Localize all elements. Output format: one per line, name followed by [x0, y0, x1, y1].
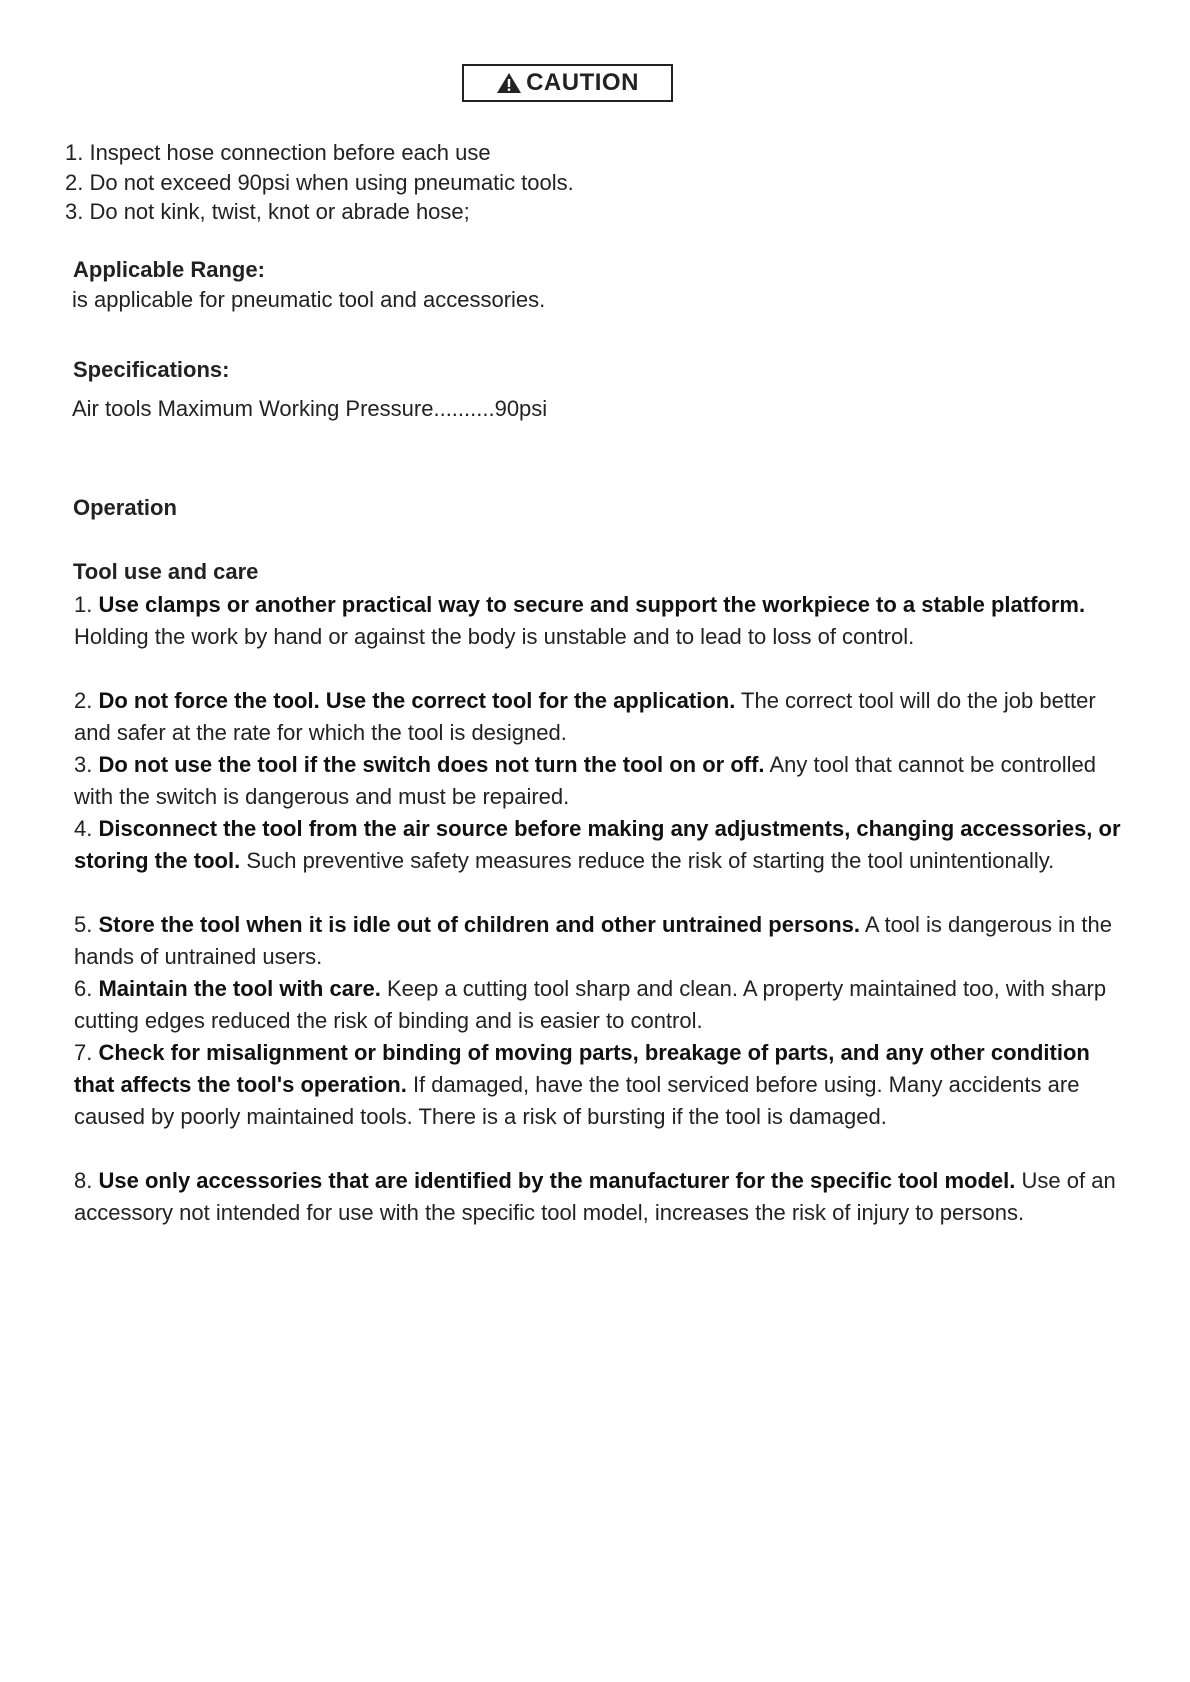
item-bold: Check for misalignment or binding of moving parts, breakage of parts, and any other condition that affects the tool's operation.: [74, 1040, 1090, 1097]
item-text: Any tool that cannot be controlled with the switch is dangerous and must be repaired.: [74, 752, 1096, 809]
item-bold: Use only accessories that are identified by the manufacturer for the specific tool model.: [98, 1168, 1016, 1193]
applicable-range-text: is applicable for pneumatic tool and accessories.: [72, 287, 546, 312]
tool-use-item: [74, 1037, 1124, 1133]
item-text: Such preventive safety measures reduce the risk of starting the tool unintentionally.: [240, 848, 1055, 873]
specifications-text: Air tools Maximum Working Pressure..........90psi: [72, 396, 548, 421]
item-number: 5.: [74, 912, 93, 937]
item-number: 3.: [74, 752, 93, 777]
item-text: The correct tool will do the job better and safer at the rate for which the tool is designed.: [74, 688, 1096, 745]
item-bold: Maintain the tool with care.: [98, 976, 381, 1001]
item-number: 8.: [74, 1168, 93, 1193]
caution-item-3: 3. Do not kink, twist, knot or abrade hose;: [65, 199, 470, 224]
tool-use-heading: Tool use and care: [73, 559, 259, 584]
tool-use-item: [74, 909, 1124, 973]
tool-use-item: [74, 813, 1124, 877]
item-number: 4.: [74, 816, 93, 841]
tool-use-item: [74, 749, 1124, 813]
operation-heading: Operation: [73, 495, 177, 520]
item-text: If damaged, have the tool serviced before using. Many accidents are caused by poorly maintained tools. There is a risk of bursting if the tool is damaged.: [74, 1072, 1080, 1129]
warning-triangle-icon: [496, 72, 522, 94]
tool-use-item: [74, 1165, 1124, 1229]
caution-label: CAUTION: [526, 69, 639, 96]
tool-use-item: [74, 589, 1124, 653]
item-text: Holding the work by hand or against the body is unstable and to lead to loss of control.: [74, 624, 915, 649]
caution-item-2: 2. Do not exceed 90psi when using pneumatic tools.: [65, 170, 574, 195]
item-number: 2.: [74, 688, 93, 713]
item-number: 1.: [74, 592, 93, 617]
item-text: Use of an accessory not intended for use with the specific tool model, increases the risk of injury to persons.: [74, 1168, 1116, 1225]
item-bold: Disconnect the tool from the air source before making any adjustments, changing accessories, or storing the tool.: [74, 816, 1121, 873]
item-number: 6.: [74, 976, 93, 1001]
caution-banner: [462, 64, 673, 102]
item-text: A tool is dangerous in the hands of untrained users.: [74, 912, 1112, 969]
applicable-range-heading: Applicable Range:: [73, 257, 265, 282]
caution-item-1: 1. Inspect hose connection before each use: [65, 140, 491, 165]
item-number: 7.: [74, 1040, 93, 1065]
tool-use-item: [74, 685, 1124, 749]
item-bold: Do not force the tool. Use the correct tool for the application.: [98, 688, 736, 713]
item-bold: Store the tool when it is idle out of children and other untrained persons.: [98, 912, 860, 937]
tool-use-item: [74, 973, 1124, 1037]
item-bold: Use clamps or another practical way to secure and support the workpiece to a stable platform.: [98, 592, 1086, 617]
specifications-heading: Specifications:: [73, 357, 230, 382]
item-text: Keep a cutting tool sharp and clean. A property maintained too, with sharp cutting edges reduced the risk of binding and is easier to control.: [74, 976, 1107, 1033]
item-bold: Do not use the tool if the switch does not turn the tool on or off.: [98, 752, 765, 777]
